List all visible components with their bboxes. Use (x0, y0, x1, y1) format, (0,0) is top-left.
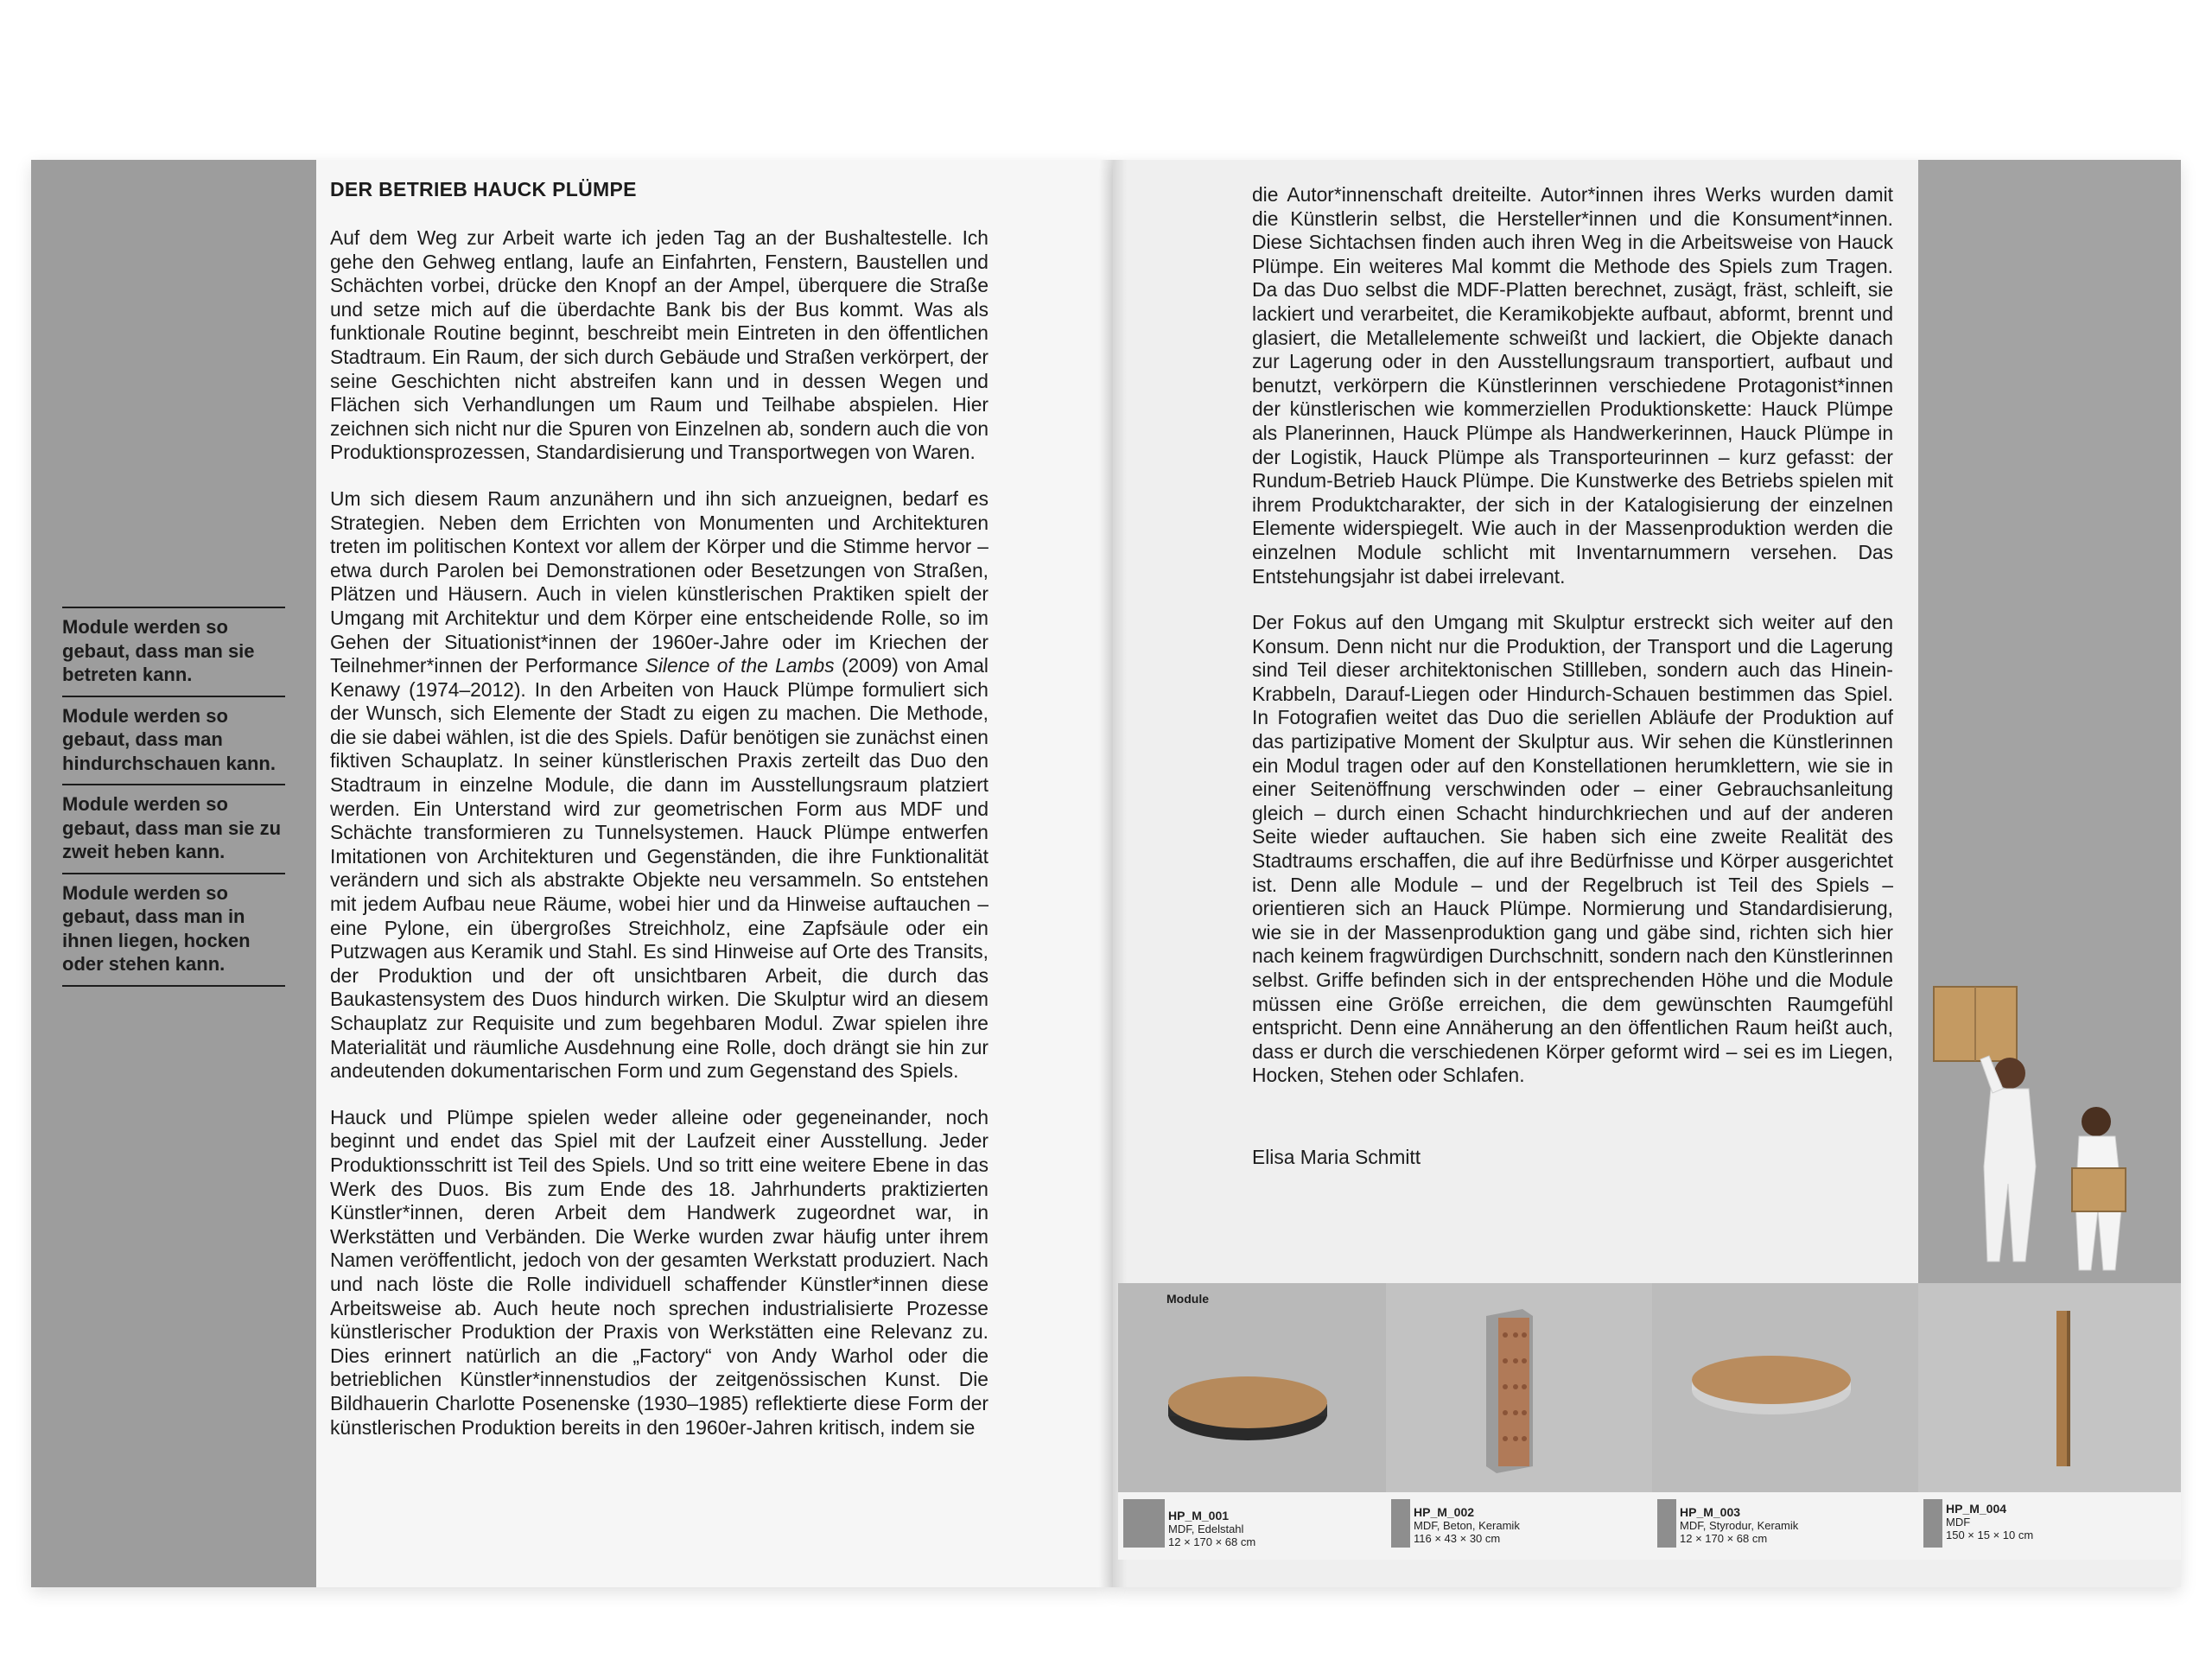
paragraph (330, 487, 988, 1084)
module-material: MDF (1946, 1516, 1971, 1529)
author-name: Elisa Maria Schmitt (1252, 1146, 1421, 1168)
module-dimensions: 12 × 170 × 68 cm (1680, 1532, 1768, 1545)
module-material: MDF, Styrodur, Keramik (1680, 1519, 1799, 1532)
callout-item: Module werden so gebaut, dass man hindurchschauen kann. (62, 696, 285, 785)
module-dimensions: 12 × 170 × 68 cm (1168, 1535, 1256, 1548)
module-hp-m-004-object (2056, 1311, 2070, 1466)
paragraph: Hauck und Plümpe spielen weder alleine oder gegeneinander, noch beginnt und endet das Spiel mit der Laufzeit einer Ausstellung. Jeder Produktionsschritt ist Teil des Spiels. Und so tritt eine weitere Ebene in das Werk des Duos. Bis zum Ende des 18. Jahrhunderts praktizierten Künstler*innen, deren Arbeit dem Handwerk zugeordnet war, in Werkstätten und Verbänden. Die Werke wurden zwar häufig unter ihrem Namen veröffentlicht, jedoch von der gesamten Werkstatt produziert. Nach und nach löste die Rolle individuell schaffender Künstler*innen diese Arbeitsweise ab. Auch heute noch sprechen industrialisierte Prozesse künstlerischer Produktion der Praxis von Werkstätten eine Relevanz zu. Dies erinnert natürlich an die „Factory“ von Andy Warhol oder die betrieblichen Künstler*innenstudios der zeitgenössischen Kunst. Die Bildhauerin Charlotte Posenenske (1930–1985) reflektierte diese Form der künstlerischen Produktion bereits in den 1960er-Jahren kritisch, indem sie (330, 1105, 988, 1439)
artwork-title: Silence of the Lambs (645, 654, 835, 677)
module-code: HP_M_004 (1946, 1502, 2007, 1516)
right-text-column (1252, 183, 1893, 1110)
callout-item: Module werden so gebaut, dass man in ihnen liegen, hocken oder stehen kann. (62, 873, 285, 987)
module-label (1680, 1506, 1798, 1545)
paragraph-text: (2009) von Amal Kenawy (1974–2012). In den Arbeiten von Hauck Plümpe formuliert sich der Wunsch, sich Elemente der Stadt zu eigen zu machen. Die Methode, die sie dabei wählen, ist die des Spiels. Dafür benötigen sie zunächst einen fiktiven Schauplatz. In seiner künstlerischen Praxis zerteilt das Duo den Stadtraum in einzelne Module, die dann im Ausstellungsraum platziert werden. Ein Unterstand wird zur geometrischen Form aus MDF und Schächte transformieren zu Tunnelsystemen. Hauck Plümpe entwerfen Imitationen von Architekturen und Gegenständen, die ihre Funktionalität verändern und sich als abstrakte Objekte neu versammeln. So entstehen mit jedem Aufbau neue Räume, wobei hier und da Hinweise auftauchen – eine Pylone, ein übergroßes Streichholz, eine Zapfsäule oder ein Putzwagen aus Keramik und Stahl. Es sind Hinweise auf Orte des Transits, der Produktion und der oft unsichtbaren Arbeit, die durch das Baukastensystem des Duos hindurch wirken. Die Skulptur wird an diesem Schauplatz zur Requisite und zum begehbaren Modul. Zwar spielen ihre Materialität und räumliche Ausdehnung eine Rolle, doch drängt sie hin zur andeutenden dokumentarischen Form und zum Gegenstand des Spiels. (330, 654, 988, 1083)
module-objects (1118, 1283, 2181, 1492)
paragraph-text: Um sich diesem Raum anzunähern und ihn sich anzueignen, bedarf es Strategien. Neben dem Errichten von Monumenten und Architekturen treten im politischen Kontext vor allem der Körper und die Stimme hervor – etwa durch Parolen bei Demonstrationen oder Besetzungen von Straßen, Plätzen und Häusern. Auch in vielen künstlerischen Praktiken spielt der Umgang mit Architektur und dem Körper eine entscheidende Rolle, so im Gehen der Situationist*innen der 1960er-Jahre oder im Kriechen der Teilnehmer*innen der Performance (330, 486, 988, 677)
callout-item: Module werden so gebaut, dass man sie betreten kann. (62, 607, 285, 696)
module-code: HP_M_003 (1680, 1505, 1741, 1519)
callout-list (62, 607, 285, 987)
module-hp-m-003-object (1692, 1356, 1851, 1414)
module-hp-m-001-object (1168, 1376, 1327, 1440)
article-title: DER BETRIEB HAUCK PLÜMPE (330, 178, 637, 200)
cardboard-box (2072, 1168, 2126, 1211)
module-material: MDF, Edelstahl (1168, 1522, 1244, 1535)
label-color-block (1123, 1499, 1165, 1548)
module-strip-title: Module (1166, 1292, 1209, 1306)
label-color-block (1657, 1499, 1676, 1548)
module-dimensions: 116 × 43 × 30 cm (1414, 1532, 1501, 1545)
left-text-column (330, 226, 988, 1462)
artists-carrying-boxes-photo (1923, 976, 2174, 1279)
module-hp-m-002-object (1486, 1309, 1533, 1473)
module-code: HP_M_001 (1168, 1509, 1230, 1522)
paragraph: Auf dem Weg zur Arbeit warte ich jeden Tag an der Bushaltestelle. Ich gehe den Gehweg entlang, laufe an Einfahrten, Fenstern, Baustellen und Schächten vorbei, drücke den Knopf an der Ampel, überquere die Straße und setze mich auf die überdachte Bank bis der Bus kommt. Was als funktionale Routine beginnt, beschreibt mein Eintreten in den öffentlichen Stadtraum. Ein Raum, der sich durch Gebäude und Straßen verkörpert, der seine Geschichten nicht abstreifen kann und in dessen Wegen und Flächen sich Verhandlungen um Raum und Teilhabe abspielen. Hier zeichnen sich nicht nur die Spuren von Einzelnen ab, sondern auch die von Produktionsprozessen, Standardisierung und Transportwegen von Waren. (330, 226, 988, 464)
module-label (1946, 1503, 2033, 1541)
module-code: HP_M_002 (1414, 1505, 1475, 1519)
module-label (1168, 1510, 1255, 1548)
module-material: MDF, Beton, Keramik (1414, 1519, 1520, 1532)
label-color-block (1391, 1499, 1410, 1548)
paragraph: Der Fokus auf den Umgang mit Skulptur erstreckt sich weiter auf den Konsum. Denn nicht nur die Produktion, der Transport und die Lagerung sind Teil dieser architektonischen Stillleben, sondern auch das Hinein-Krabbeln, Darauf-Liegen oder Hindurch-Schauen bestimmen das Spiel. In Fotografien weitet das Duo die seriellen Abläufe der Produktion auf das partizipative Moment der Skulptur aus. Wir sehen die Künstlerinnen ein Modul tragen oder auf den Konstellationen herumklettern, wie sie in einer Seitenöffnung verschwinden oder – einer Gebrauchsanleitung gleich – durch einen Schacht hindurchkriechen und auf der anderen Seite wieder auftauchen. Sie haben sich eine zweite Realität des Stadtraums erschaffen, die auf ihre Bedürfnisse und Körper ausgerichtet ist. Denn alle Module – und der Regelbruch ist Teil des Spiels – orientieren sich an Hauck Plümpe. Normierung und Standardisierung, wie sie in der Massenproduktion gang und gäbe sind, richten sich hier nach keinem fragwürdigen Durchschnitt, sondern nach den Künstlerinnen selbst. Griffe befinden sich in der entsprechenden Höhe und die Module müssen eine Größe erreichen, die dem gewünschten Raumgefühl entspricht. Denn eine Annäherung an den öffentlichen Raum heißt auch, dass er durch die verschiedenen Körper geformt wird – sei es im Liegen, Hocken, Stehen oder Schlafen. (1252, 611, 1893, 1087)
paragraph: die Autor*innenschaft dreiteilte. Autor*innen ihres Werks wurden damit die Künstlerin selbst, die Hersteller*innen und die Konsument*innen. Diese Sichtachsen finden auch ihren Weg in die Arbeitsweise von Hauck Plümpe. Ein weiteres Mal kommt die Methode des Spiels zum Tragen. Da das Duo selbst die MDF-Platten berechnet, zusägt, fräst, schleift, sie lackiert und verarbeitet, die Keramikobjekte aufbaut, abformt, brennt und glasiert, die Metallelemente schweißt und lackiert, die Objekte danach zur Lagerung oder in den Ausstellungsraum transportiert, aufbaut und benutzt, verkörpern die Künstlerinnen verschiedene Protagonist*innen der künstlerischen wie kommerziellen Produktionskette: Hauck Plümpe als Planerinnen, Hauck Plümpe als Handwerkerinnen, Hauck Plümpe in der Logistik, Hauck Plümpe als Transporteurinnen – kurz gefasst: der Rundum-Betrieb Hauck Plümpe. Die Kunstwerke des Betriebs spielen mit ihrem Produktcharakter, der sich in der Katalogisierung der einzelnen Elemente widerspiegelt. Wie auch in der Massenproduktion werden die einzelnen Module schlicht mit Inventarnummern versehen. Das Entstehungsjahr ist dabei irrelevant. (1252, 183, 1893, 588)
module-label (1414, 1506, 1520, 1545)
callout-item: Module werden so gebaut, dass man sie zu zweit heben kann. (62, 784, 285, 873)
label-color-block (1923, 1499, 1942, 1548)
module-dimensions: 150 × 15 × 10 cm (1946, 1529, 2034, 1541)
